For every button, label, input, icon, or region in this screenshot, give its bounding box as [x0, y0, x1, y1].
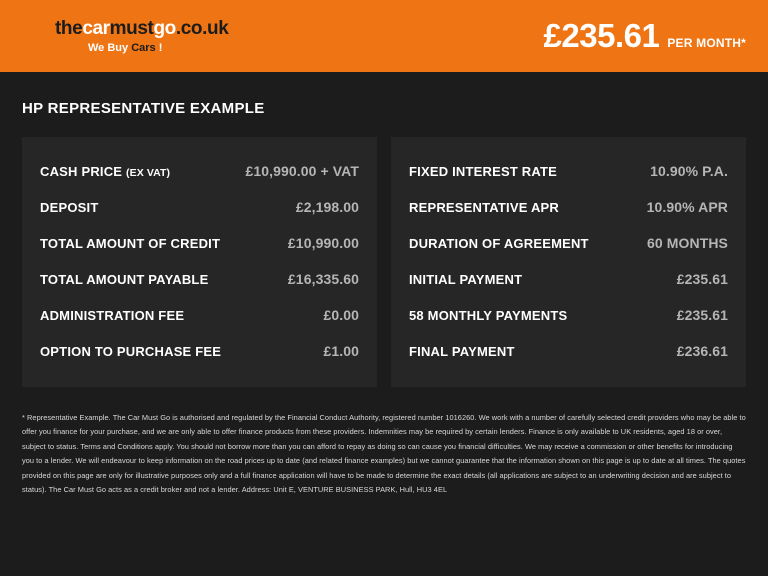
table-row: [409, 189, 728, 225]
row-label: TOTAL AMOUNT PAYABLE: [40, 272, 209, 287]
tagline-cars: Cars: [131, 41, 156, 54]
page-title: HP REPRESENTATIVE EXAMPLE: [22, 100, 265, 117]
row-label: FIXED INTEREST RATE: [409, 164, 558, 179]
price-amount: £235.61: [543, 17, 660, 54]
row-value: 10.90% APR: [646, 199, 728, 215]
row-value: £236.61: [676, 343, 728, 359]
finance-panels: [0, 117, 768, 387]
table-row: [409, 225, 728, 261]
row-label: REPRESENTATIVE APR: [409, 200, 559, 215]
logo-part-must: must: [109, 17, 154, 39]
row-value: 60 MONTHS: [646, 235, 728, 251]
table-row: [40, 153, 359, 189]
row-value: £10,990.00 + VAT: [245, 163, 359, 179]
row-value: £2,198.00: [295, 199, 359, 215]
logo-part-the: the: [55, 17, 83, 39]
row-value: £16,335.60: [287, 271, 359, 287]
table-row: [40, 297, 359, 333]
row-value: £0.00: [323, 307, 359, 323]
tagline-we-buy: We Buy: [88, 41, 129, 54]
row-value: £235.61: [676, 271, 728, 287]
row-label: DEPOSIT: [40, 200, 99, 215]
right-finance-panel: [391, 137, 746, 387]
row-value: £235.61: [676, 307, 728, 323]
left-finance-panel: [22, 137, 377, 387]
table-row: [40, 333, 359, 369]
tagline-exclaim: !: [155, 41, 163, 54]
row-label: TOTAL AMOUNT OF CREDIT: [40, 236, 221, 251]
row-label: ADMINISTRATION FEE: [40, 308, 185, 323]
logo-part-car: car: [82, 17, 110, 39]
row-label: FINAL PAYMENT: [409, 344, 515, 359]
row-value: £1.00: [323, 343, 359, 359]
row-label: 58 MONTHLY PAYMENTS: [409, 308, 568, 323]
table-row: [409, 297, 728, 333]
monthly-price: [544, 17, 746, 55]
logo-wordmark: [55, 19, 228, 38]
row-label: INITIAL PAYMENT: [409, 272, 523, 287]
row-label-sub: (EX VAT): [126, 167, 171, 179]
table-row: [40, 225, 359, 261]
table-row: [409, 333, 728, 369]
logo-part-go: go: [153, 17, 176, 39]
price-period: PER MONTH*: [667, 36, 746, 50]
row-value: £10,990.00: [287, 235, 359, 251]
logo-part-domain: .co.uk: [175, 17, 229, 39]
logo-tagline: [88, 43, 162, 54]
site-logo[interactable]: [55, 19, 228, 54]
disclaimer-text: * Representative Example. The Car Must Go is authorised and regulated by the Financial Conduct Authority, registered number 1016260. We work with a number of carefully selected credit providers who may be able to offer you finance for your purchase, and we are only able to offer finance products from these providers. Indemnities may be required by certain lenders. Finance is only available to UK residents, aged 18 or over, subject to status. Terms and Conditions apply. You should not borrow more than you can afford to repay as doing so can cause you financial difficulties. We may receive a commission or other benefits for introducing you to a lender. We will endeavour to keep information on the road prices up to date (and related finance examples) but we cannot guarantee that the information shown on this page is up to date at all times. The quotes provided on this page are only for illustrative purposes only and a full finance application will have to be made to determine the exact details (all applications are subject to an underwriting decision and are subject to status). The Car Must Go acts as a credit broker and not a lender. Address: Unit E, VENTURE BUSINESS PARK, Hull, HU3 4EL: [22, 413, 746, 495]
table-row: [40, 189, 359, 225]
table-row: [409, 261, 728, 297]
row-value: 10.90% P.A.: [650, 163, 728, 179]
row-label: DURATION OF AGREEMENT: [409, 236, 589, 251]
row-label: OPTION TO PURCHASE FEE: [40, 344, 222, 359]
table-row: [40, 261, 359, 297]
row-label-text: CASH PRICE: [40, 164, 123, 179]
table-row: [409, 153, 728, 189]
row-label: [40, 164, 170, 179]
page-header: [0, 0, 768, 72]
